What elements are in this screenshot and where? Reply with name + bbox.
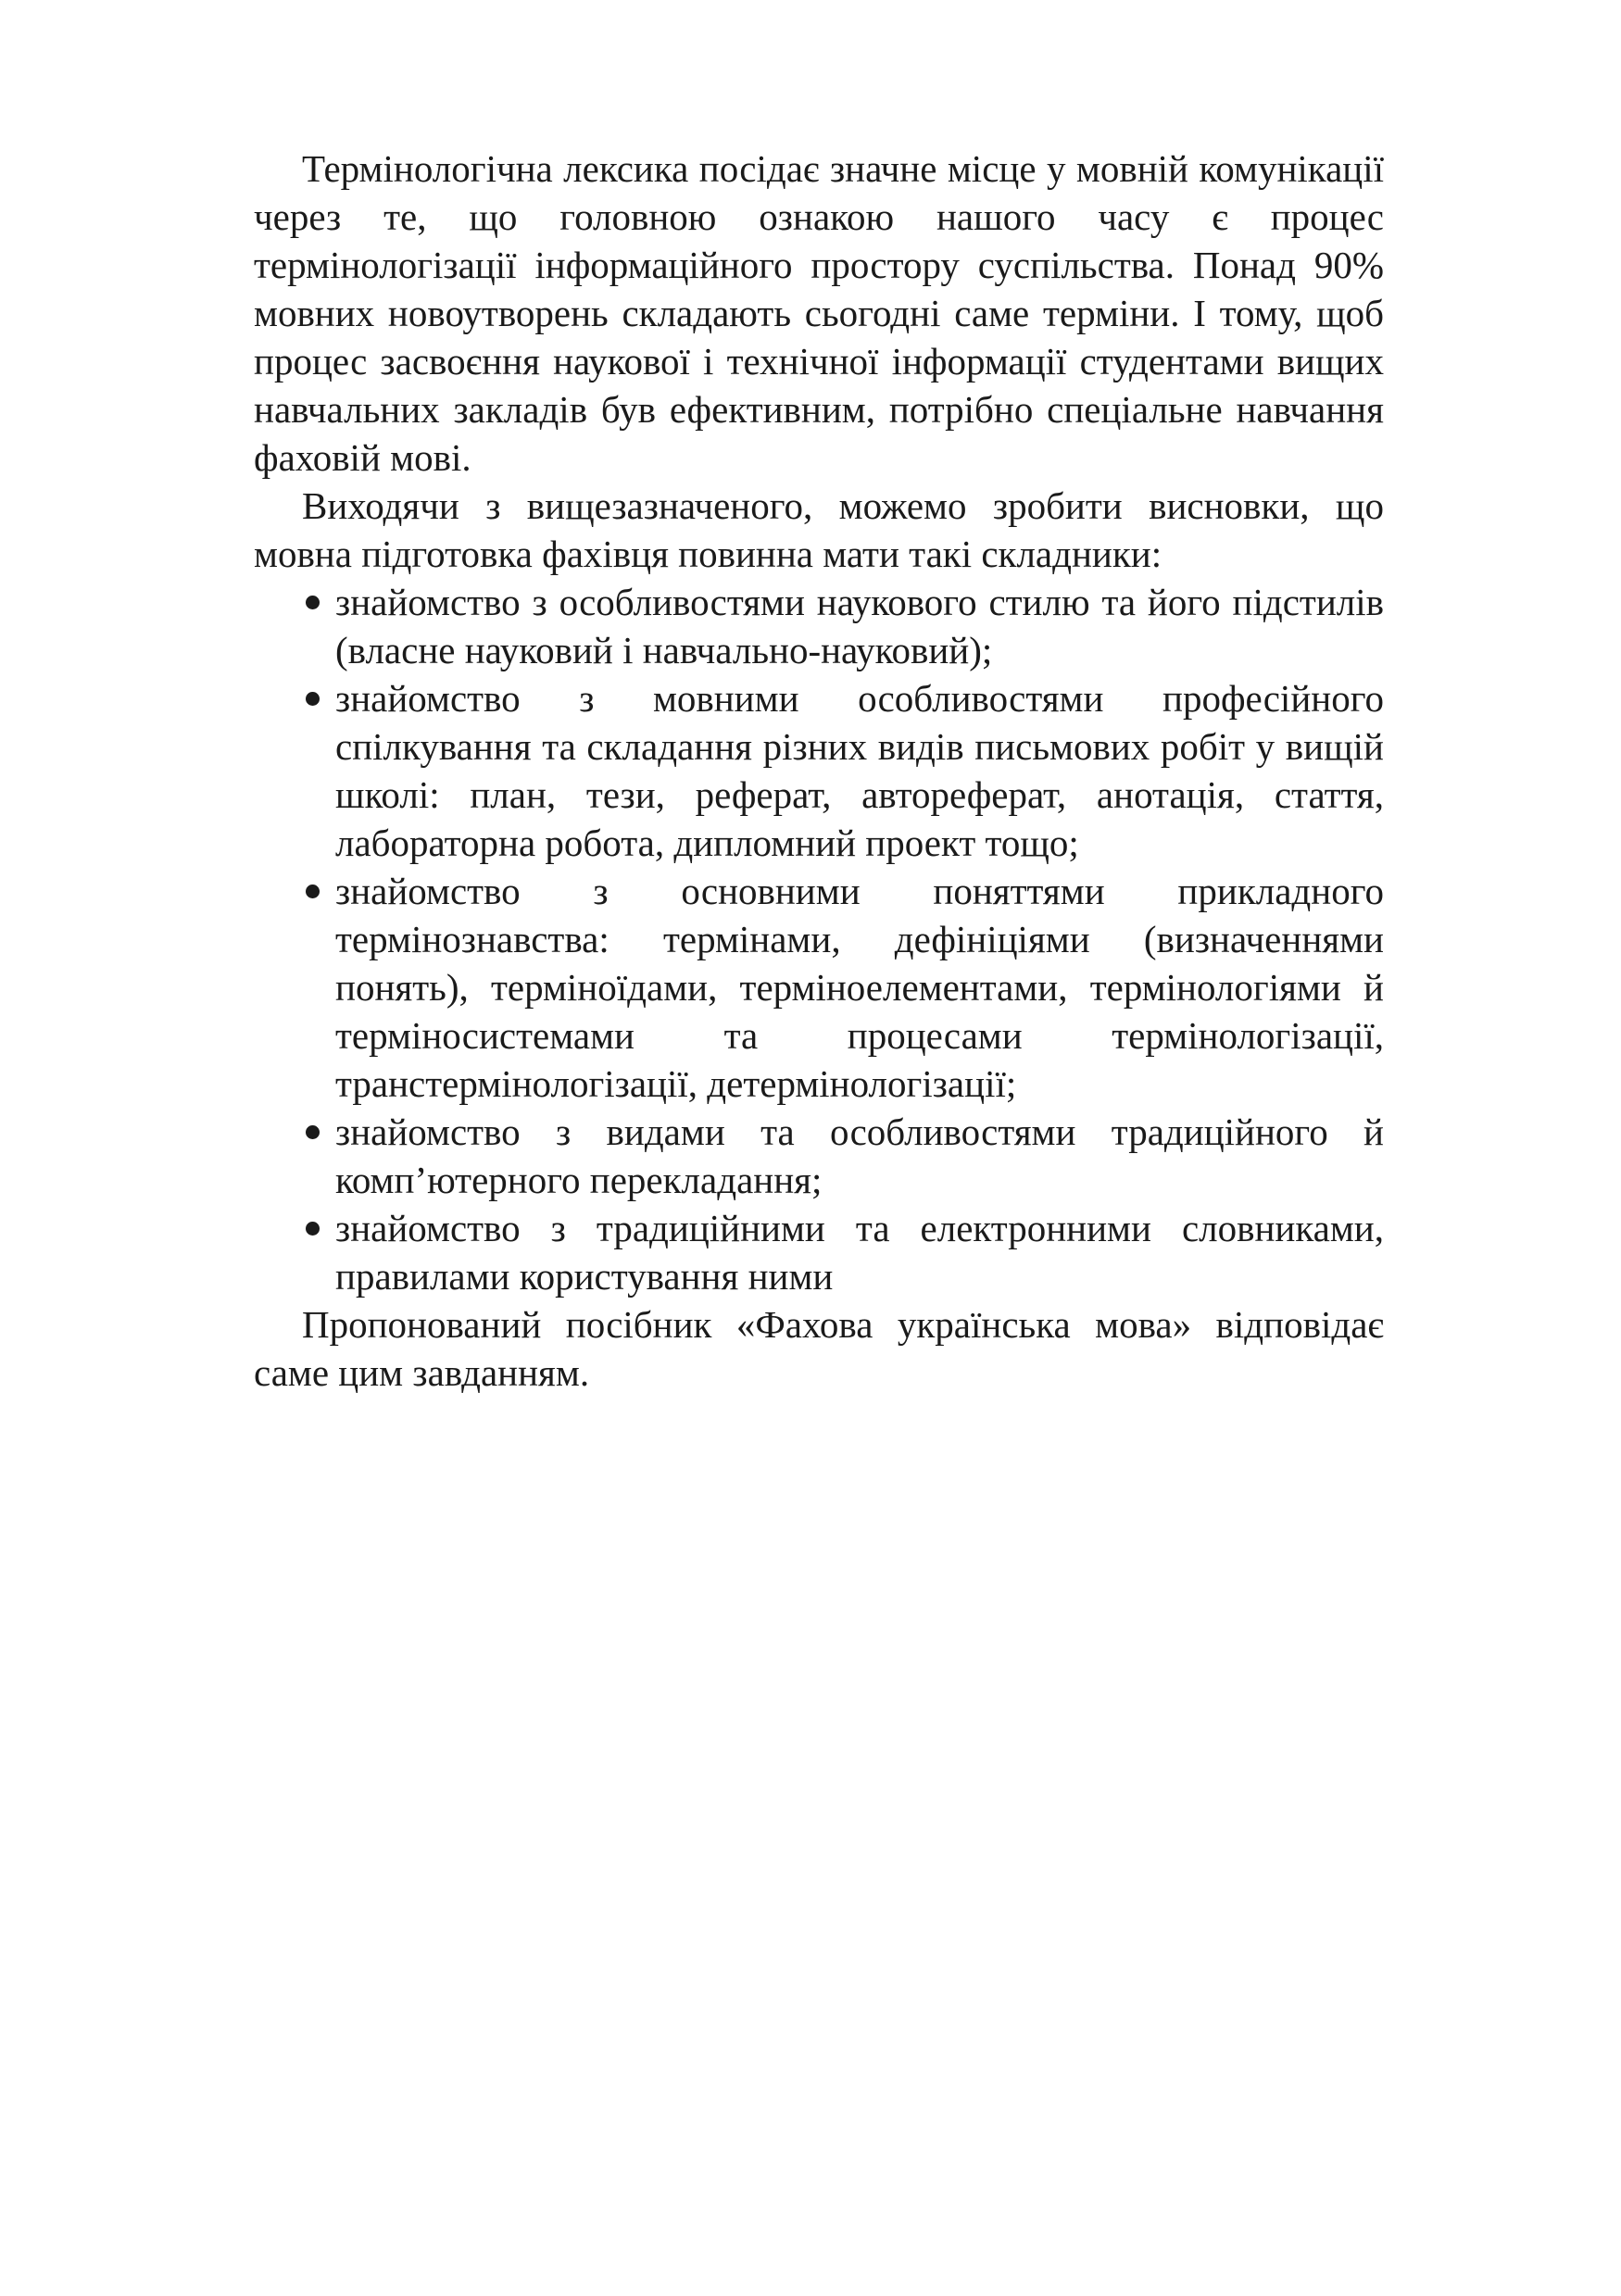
intro-paragraph: Термінологічна лексика посідає значне місце у мовній комунікації через те, що головною ознакою нашого часу є процес термінологізації інформаційного простору суспільства. Понад 90% мовних новоутворень складають сьогодні саме терміни. І тому, щоб процес засвоєння наукової і технічної інформації студентами вищих навчальних закладів був ефективним, потрібно спеціальне навчання фаховій мові. xyxy=(254,147,1384,479)
list-item xyxy=(254,1108,1384,1204)
closing-paragraph: Пропонований посібник «Фахова українська мова» відповідає саме цим завданням. xyxy=(254,1303,1384,1394)
list-item-text: знайомство з основними поняттями прикладного термінознавства: термінами, дефініціями (визначеннями понять), терміноїдами, терміноелементами, термінологіями й терміносистемами та процесами термінологізації, транстермінологізації, детермінологізації; xyxy=(335,870,1384,1105)
list-item xyxy=(254,578,1384,674)
components-list xyxy=(254,578,1384,1300)
list-item-text: знайомство з видами та особливостями традиційного й комп’ютерного перекладання; xyxy=(335,1110,1384,1201)
list-item-text: знайомство з особливостями наукового стилю та його підстилів (власне науковий і навчально-науковий); xyxy=(335,581,1384,671)
list-item-text: знайомство з традиційними та електронними словниками, правилами користування ними xyxy=(335,1207,1384,1298)
list-item xyxy=(254,1204,1384,1300)
bullet-icon xyxy=(306,692,320,706)
list-item xyxy=(254,867,1384,1108)
list-item xyxy=(254,674,1384,867)
bullet-icon xyxy=(306,1222,320,1236)
document-page xyxy=(254,144,1384,1397)
bullet-icon xyxy=(306,596,320,609)
list-item-text: знайомство з мовними особливостями професійного спілкування та складання різних видів письмових робіт у вищій школі: план, тези, реферат, автореферат, анотація, стаття, лабораторна робота, дипломний проект тощо; xyxy=(335,677,1384,864)
bullet-icon xyxy=(306,885,320,898)
bullet-icon xyxy=(306,1125,320,1139)
conclusion-paragraph: Виходячи з вищезазначеного, можемо зробити висновки, що мовна підготовка фахівця повинна мати такі складники: xyxy=(254,484,1384,575)
